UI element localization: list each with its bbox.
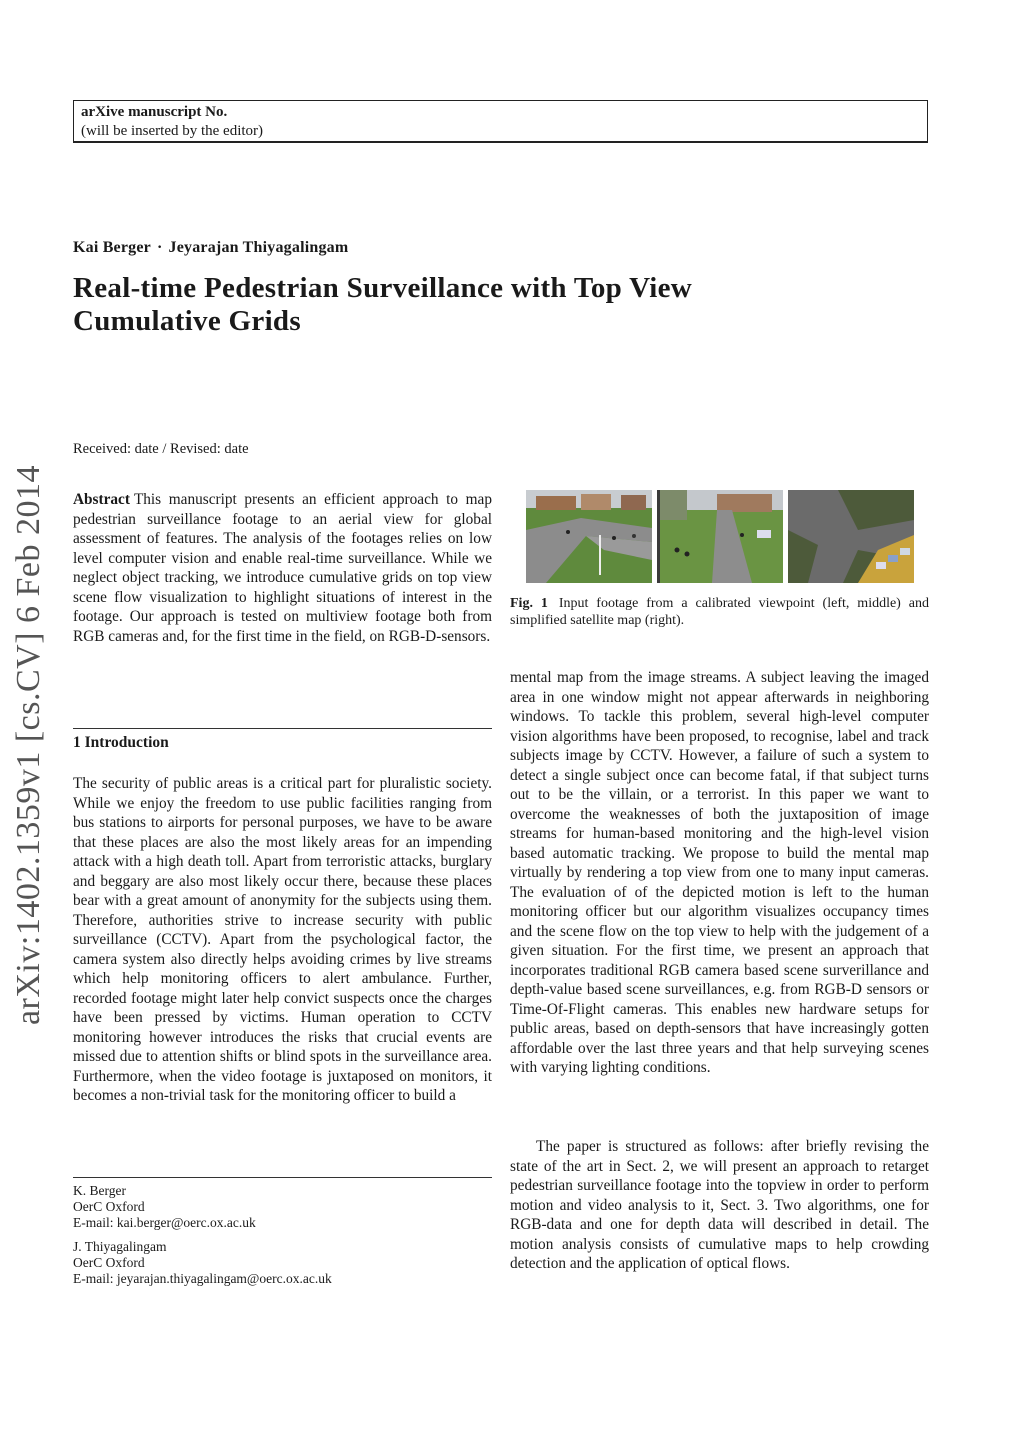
footnote-rule [73, 1177, 492, 1178]
editor-note: (will be inserted by the editor) [81, 123, 264, 139]
footnote-email: E-mail: kai.berger@oerc.ox.ac.uk [73, 1215, 256, 1230]
footnote-email: E-mail: jeyarajan.thiyagalingam@oerc.ox.ac.uk [73, 1271, 332, 1286]
right-column-paragraph-1: mental map from the image streams. A subject leaving the imaged area in one window might not appear afterwards in neighboring windows. To tackle this problem, several high-level computer vision algorithms have been proposed, to recognise, label and track subjects image by CCTV. However, a failure of such a system to detect a single subject once can become fatal, if that subject turns out to be the villain, or a terrorist. In this paper we want to overcome the weaknesses of both the juxtaposition of image streams for human-based monitoring and the high-level vision based automatic tracking. We propose to build the mental map virtually by rendering a top view from one to many input cameras. The evaluation of of the depicted motion is left to the human monitoring officer but our algorithm visualizes occupancy times and the scene flow on the top view to help with the judgement of a given situation. For the first time, we present an approach that incorporates traditional RGB camera based scene surverillance and depth-value based scene surveillances, e.g. from RGB-D sensors or Time-Of-Flight cameras. This enables new hardware setups for public areas, based on depth-sensors that have increasingly gotten affordable over the last three years and that help surveying scenes with varying lighting conditions. [510, 669, 929, 1076]
introduction-text: The security of public areas is a critical part for pluralistic society. While we enjoy the freedom to use public facilities ranging from bus stations to airports for personal purposes, we have to be aware that these places are also the most likely areas for an impending attack with a high death toll. Apart from terroristic attacks, burglary and beggary are also most likely occur there, because these places bear with a great amount of anonymity for the subjects using them. Therefore, authorities strive to increase security with public surveillance (CCTV). Apart from the psychological factor, the camera system also directly helps avoiding crimes by live streams which help monitoring officers to alert ambulance. Further, recorded footage might later help convict suspects once the charges have been pressed by victims. Human operation to CCTV monitoring however introduces the risks that crucial events are missed due to attention shifts or blind spots in the surveillance area. Furthermore, when the video footage is juxtaposed on monitors, it becomes a non-trivial task for the monitoring officer to build a [73, 775, 492, 1104]
manuscript-label: arXive manuscript No. [81, 104, 228, 120]
author-second: Jeyarajan Thiyagalingam [168, 239, 349, 256]
author-first: Kai Berger [73, 239, 151, 256]
figure-image-camera-left [526, 490, 652, 583]
right-column-paragraph-2: The paper is structured as follows: after briefly revising the state of the art in Sect. 2, we will present an approach to retarget pedestrian surveillance footage into the topview in order to perform motion and video analysis to it, Sect. 3. Two algorithms, one for RGB-data and one for depth data will described in detail. The motion analysis consists of cumulative maps to help crowding detection and the application of optical flows. [510, 1138, 929, 1272]
section-rule [73, 728, 492, 729]
author-line [73, 239, 348, 257]
title-line-2: Cumulative Grids [73, 305, 301, 337]
abstract-text: This manuscript presents an efficient approach to map pedestrian surveillance footage to an aerial view for global assessment of features. The analysis of the footages relies on low level computer vision and enable real-time surveillance. While we neglect object tracking, we introduce cumulative grids on top view scene flow visualization to highlight situations of interest in the footage. Our approach is tested on multiview footage both from RGB cameras and, for the first time in the field, on RGB-D-sensors. [73, 491, 492, 645]
footnote-affiliation: OerC Oxford [73, 1255, 145, 1270]
footnote-affiliation: OerC Oxford [73, 1199, 145, 1214]
arxiv-stamp-text: arXiv:1402.1359v1 [cs.CV] 6 Feb 2014 [10, 464, 47, 1026]
manuscript-box [73, 100, 928, 143]
figure-caption [510, 595, 929, 629]
arxiv-stamp [0, 465, 58, 1025]
figure-caption-text: Input footage from a calibrated viewpoint (left, middle) and simplified satellite map (right). [510, 596, 929, 628]
figure-image-satellite-map [788, 490, 914, 583]
section-heading-introduction: 1 Introduction [73, 734, 169, 751]
camera-middle-photo [657, 490, 783, 583]
abstract-label: Abstract [73, 491, 130, 508]
footnote-author-2 [73, 1239, 492, 1287]
footnote-name: K. Berger [73, 1183, 126, 1198]
author-separator: · [156, 239, 163, 256]
satellite-map-photo [788, 490, 914, 583]
abstract [73, 490, 492, 646]
figure-image-camera-middle [657, 490, 783, 583]
figure-label: Fig. 1 [510, 596, 548, 611]
footnote-author-1 [73, 1183, 492, 1231]
footnote-name: J. Thiyagalingam [73, 1239, 167, 1254]
camera-left-photo [526, 490, 652, 583]
title-line-1: Real-time Pedestrian Surveillance with Top View [73, 272, 693, 304]
received-date: Received: date / Revised: date [73, 441, 249, 457]
paper-title [73, 272, 893, 338]
